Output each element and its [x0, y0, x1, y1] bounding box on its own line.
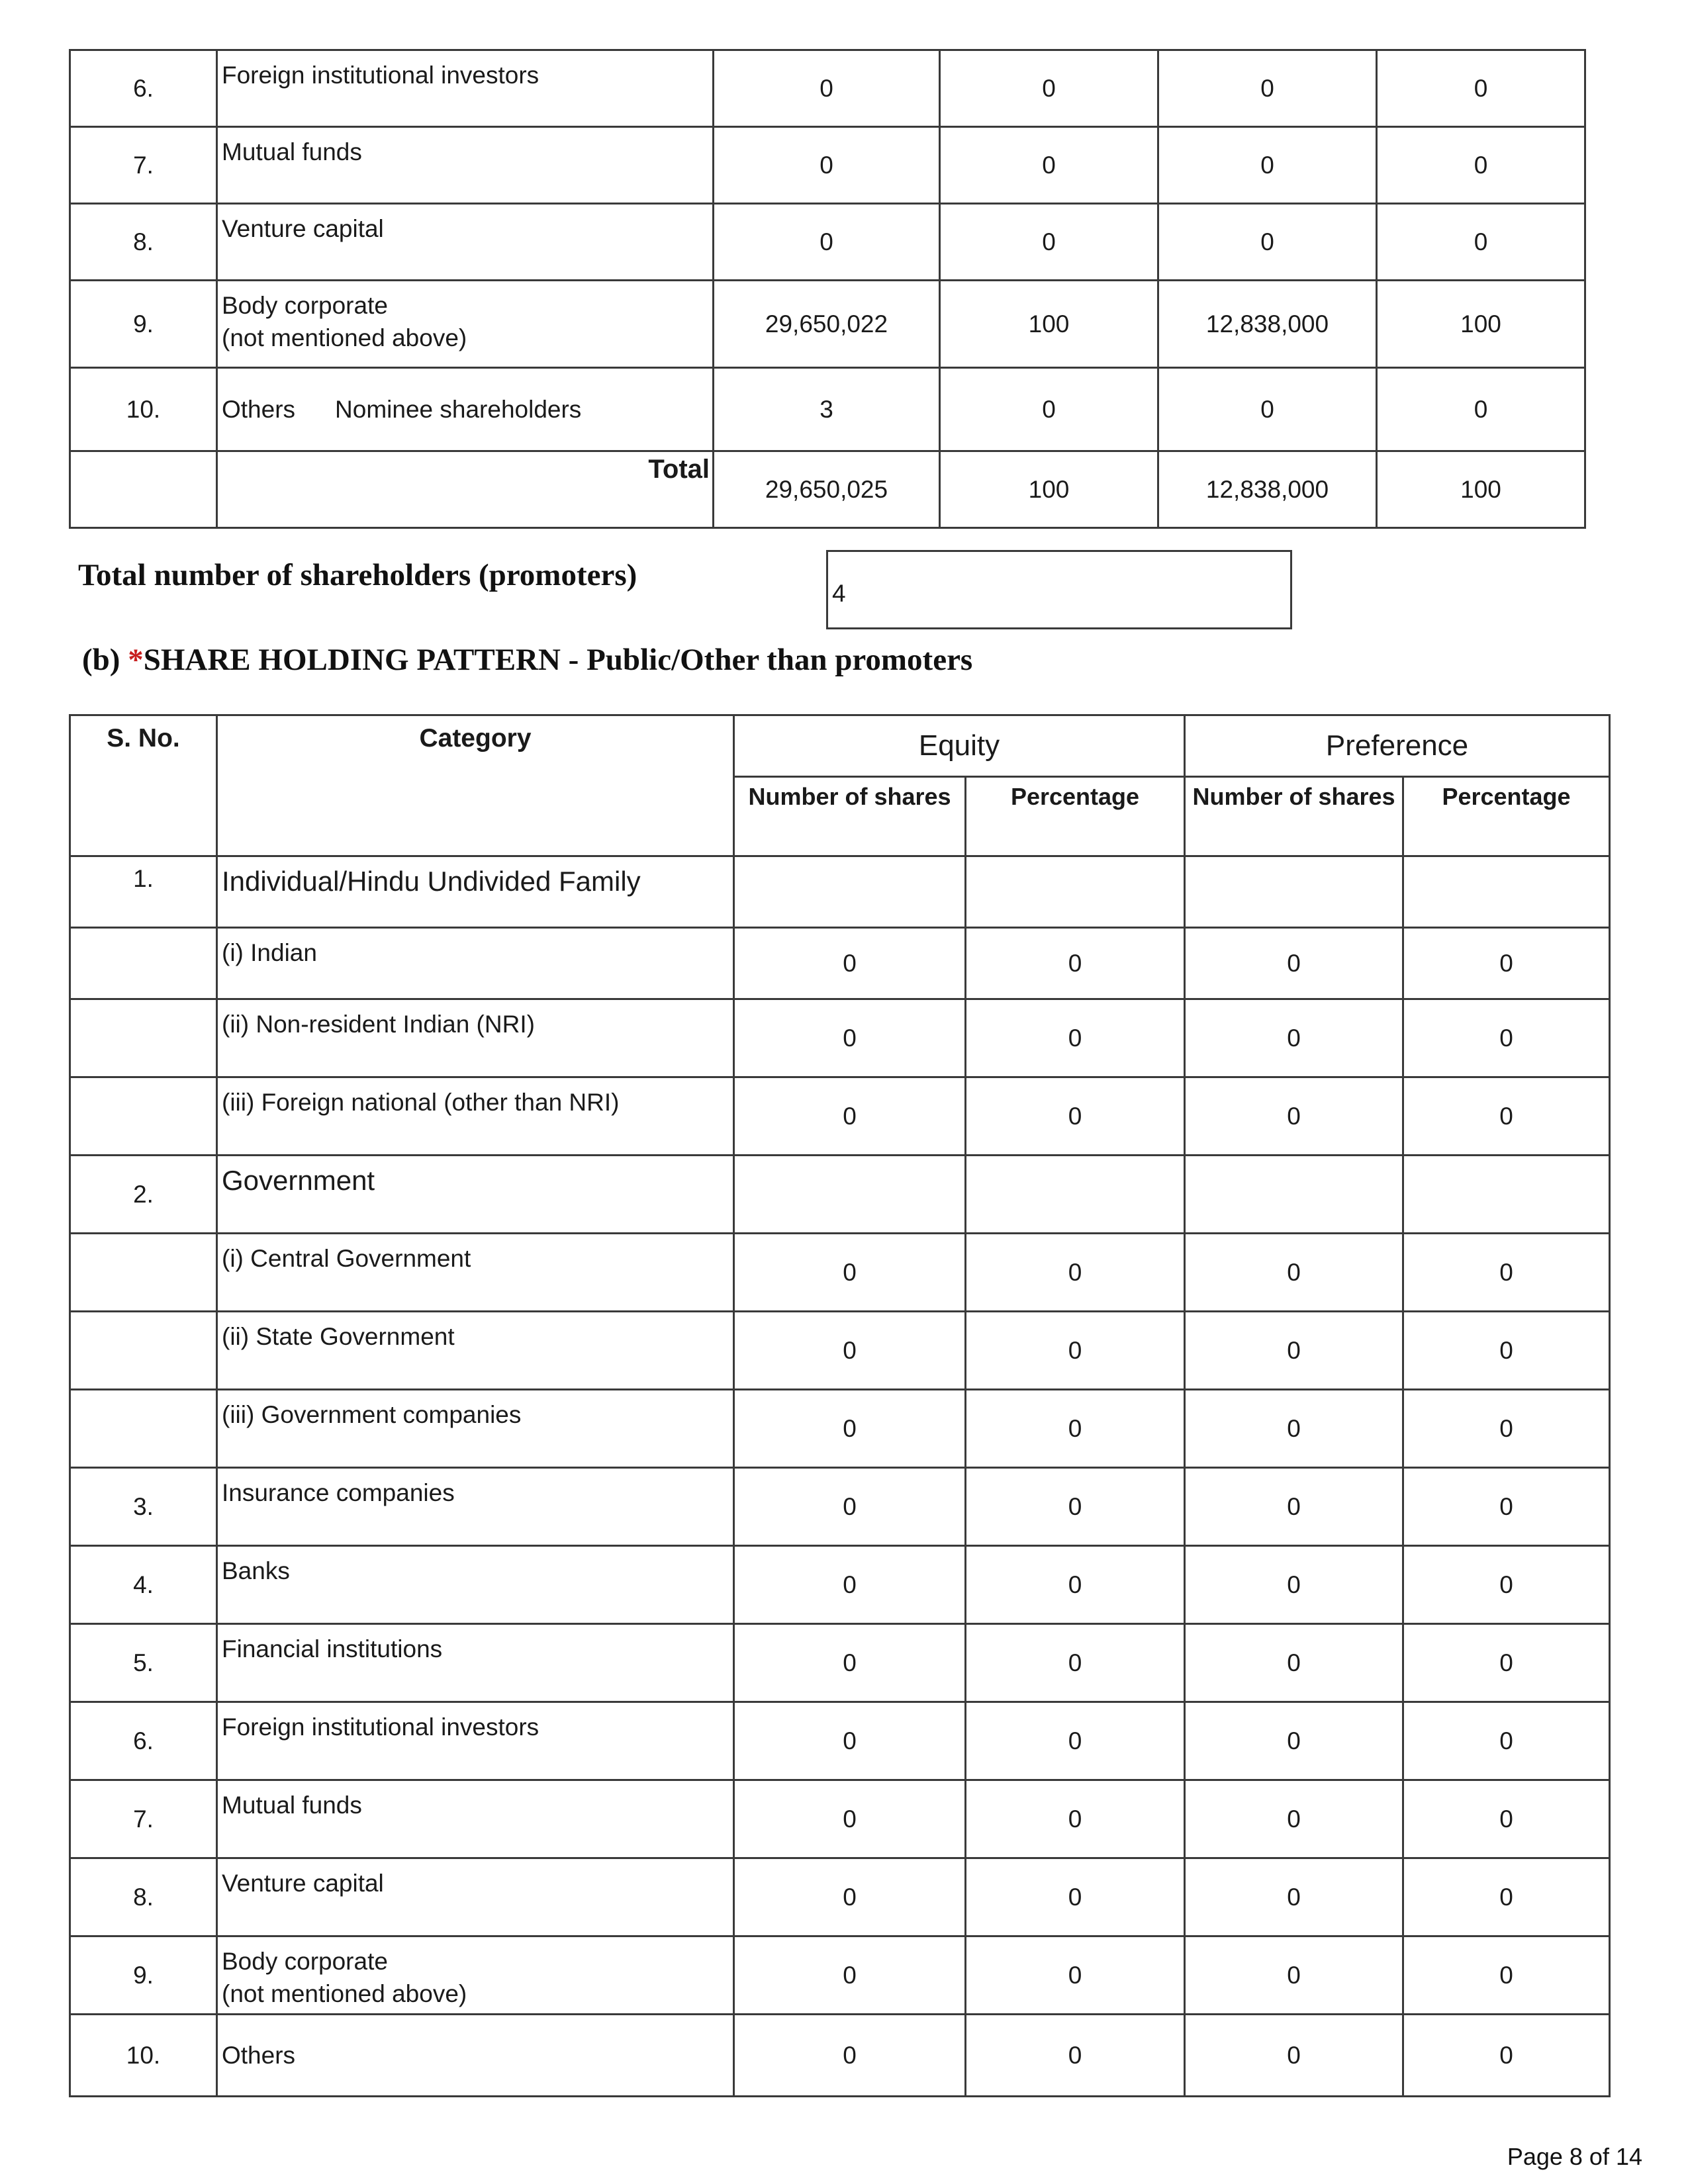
sno-cell: 3.	[70, 1468, 217, 1546]
table-row	[70, 1077, 1610, 1156]
equity-shares-cell: 0	[734, 1468, 966, 1546]
category-cell: Banks	[217, 1546, 734, 1624]
preference-shares-total: 12,838,000	[1158, 451, 1377, 528]
equity-percentage-cell: 0	[966, 1702, 1185, 1780]
equity-percentage-cell: 0	[940, 127, 1158, 204]
category-cell: Foreign institutional investors	[217, 1702, 734, 1780]
sno-cell	[70, 451, 217, 528]
sno-cell: 5.	[70, 1624, 217, 1702]
category-cell: Others	[217, 2015, 734, 2097]
equity-percentage-cell: 0	[966, 1936, 1185, 2015]
total-label: Total	[217, 451, 714, 528]
equity-percentage-cell	[966, 856, 1185, 928]
category-cell	[217, 368, 714, 451]
equity-shares-cell: 0	[714, 50, 940, 127]
equity-percentage-cell: 0	[966, 1390, 1185, 1468]
equity-percentage-cell: 0	[966, 1234, 1185, 1312]
preference-percentage-cell: 0	[1403, 1546, 1610, 1624]
sno-cell: 1.	[70, 856, 217, 928]
category-cell: Individual/Hindu Undivided Family	[217, 856, 734, 928]
preference-percentage-cell: 0	[1403, 2015, 1610, 2097]
preference-percentage-cell: 0	[1403, 999, 1610, 1077]
table-row	[70, 1390, 1610, 1468]
equity-percentage-cell: 0	[966, 928, 1185, 999]
sno-header: S. No.	[70, 715, 217, 856]
equity-shares-cell: 0	[714, 204, 940, 281]
page-number: Page 8 of 14	[1507, 2143, 1642, 2170]
preference-num-shares-header: Number of shares	[1185, 777, 1403, 856]
sno-cell: 9.	[70, 1936, 217, 2015]
category-cell: Foreign institutional investors	[217, 50, 714, 127]
table-row	[70, 999, 1610, 1077]
table-row	[70, 928, 1610, 999]
total-row	[70, 451, 1585, 528]
table-row	[70, 1858, 1610, 1936]
sno-cell: 10.	[70, 2015, 217, 2097]
sno-cell: 10.	[70, 368, 217, 451]
sno-cell	[70, 1390, 217, 1468]
equity-percentage-total: 100	[940, 451, 1158, 528]
equity-shares-cell: 0	[734, 1780, 966, 1858]
sno-cell: 7.	[70, 1780, 217, 1858]
preference-shares-cell: 12,838,000	[1158, 281, 1377, 368]
section-title: SHARE HOLDING PATTERN - Public/Other than promoters	[143, 643, 973, 677]
preference-shares-cell: 0	[1158, 204, 1377, 281]
preference-shares-cell: 0	[1185, 1390, 1403, 1468]
preference-percentage-cell	[1403, 1156, 1610, 1234]
sno-cell: 2.	[70, 1156, 217, 1234]
table-row	[70, 127, 1585, 204]
table-row	[70, 204, 1585, 281]
preference-percentage-cell: 0	[1403, 1624, 1610, 1702]
table-row	[70, 50, 1585, 127]
equity-shares-cell: 0	[734, 1234, 966, 1312]
preference-shares-cell	[1185, 1156, 1403, 1234]
table-row	[70, 856, 1610, 928]
equity-shares-cell: 0	[734, 999, 966, 1077]
category-cell: Mutual funds	[217, 1780, 734, 1858]
sno-cell: 8.	[70, 1858, 217, 1936]
preference-percentage-header: Percentage	[1403, 777, 1610, 856]
equity-shares-cell: 0	[734, 1077, 966, 1156]
table-row	[70, 1234, 1610, 1312]
sno-cell	[70, 1077, 217, 1156]
preference-percentage-total: 100	[1377, 451, 1585, 528]
preference-shares-cell: 0	[1158, 368, 1377, 451]
equity-percentage-cell: 100	[940, 281, 1158, 368]
total-shareholders-field[interactable]: 4	[826, 550, 1292, 629]
sno-cell: 4.	[70, 1546, 217, 1624]
table-row	[70, 1702, 1610, 1780]
category-cell: (iii) Foreign national (other than NRI)	[217, 1077, 734, 1156]
category-cell: Venture capital	[217, 1858, 734, 1936]
preference-percentage-cell: 0	[1403, 1077, 1610, 1156]
table-row	[70, 1546, 1610, 1624]
category-cell: Venture capital	[217, 204, 714, 281]
preference-shares-cell: 0	[1185, 1936, 1403, 2015]
sno-cell: 9.	[70, 281, 217, 368]
equity-percentage-cell	[966, 1156, 1185, 1234]
header-row	[70, 715, 1610, 777]
preference-shares-cell: 0	[1185, 1858, 1403, 1936]
preference-percentage-cell: 0	[1403, 1234, 1610, 1312]
preference-percentage-cell: 0	[1403, 1780, 1610, 1858]
table-row	[70, 281, 1585, 368]
equity-shares-cell: 0	[734, 928, 966, 999]
equity-percentage-cell: 0	[966, 1858, 1185, 1936]
promoters-shareholding-table	[69, 49, 1586, 529]
table-row	[70, 1936, 1610, 2015]
preference-percentage-cell: 0	[1377, 127, 1585, 204]
category-cell: Insurance companies	[217, 1468, 734, 1546]
preference-shares-cell: 0	[1185, 1780, 1403, 1858]
preference-percentage-cell: 0	[1403, 1702, 1610, 1780]
equity-percentage-cell: 0	[940, 50, 1158, 127]
equity-shares-cell: 0	[734, 1312, 966, 1390]
equity-shares-cell: 29,650,022	[714, 281, 940, 368]
category-cell: (ii) State Government	[217, 1312, 734, 1390]
preference-shares-cell: 0	[1185, 1624, 1403, 1702]
section-heading	[82, 642, 972, 678]
sno-cell	[70, 1234, 217, 1312]
equity-num-shares-header: Number of shares	[734, 777, 966, 856]
equity-header: Equity	[734, 715, 1185, 777]
preference-header: Preference	[1185, 715, 1610, 777]
equity-percentage-cell: 0	[966, 1546, 1185, 1624]
preference-percentage-cell: 0	[1403, 1468, 1610, 1546]
preference-percentage-cell: 0	[1403, 1858, 1610, 1936]
equity-shares-cell: 0	[734, 1624, 966, 1702]
preference-percentage-cell: 0	[1377, 204, 1585, 281]
total-shareholders-label: Total number of shareholders (promoters)	[78, 558, 637, 592]
required-asterisk: *	[128, 643, 144, 677]
category-detail: Nominee shareholders	[335, 396, 582, 423]
equity-shares-cell: 0	[734, 1390, 966, 1468]
equity-shares-cell: 0	[734, 1702, 966, 1780]
category-header: Category	[217, 715, 734, 856]
preference-shares-cell: 0	[1185, 928, 1403, 999]
table-row	[70, 1156, 1610, 1234]
equity-percentage-cell: 0	[966, 1077, 1185, 1156]
equity-shares-cell: 3	[714, 368, 940, 451]
equity-percentage-cell: 0	[966, 999, 1185, 1077]
equity-shares-total: 29,650,025	[714, 451, 940, 528]
category-cell	[217, 281, 714, 368]
category-line: Body corporate	[222, 292, 388, 319]
equity-shares-cell: 0	[734, 1936, 966, 2015]
category-line: Body corporate	[222, 1948, 388, 1975]
equity-shares-cell	[734, 1156, 966, 1234]
equity-shares-cell: 0	[714, 127, 940, 204]
preference-shares-cell: 0	[1185, 999, 1403, 1077]
table-row	[70, 1468, 1610, 1546]
equity-percentage-cell: 0	[966, 1780, 1185, 1858]
equity-percentage-header: Percentage	[966, 777, 1185, 856]
category-line: (not mentioned above)	[222, 1980, 467, 2007]
category-cell: Financial institutions	[217, 1624, 734, 1702]
preference-shares-cell: 0	[1185, 1702, 1403, 1780]
sno-cell: 6.	[70, 50, 217, 127]
category-cell: (i) Central Government	[217, 1234, 734, 1312]
sno-cell	[70, 1312, 217, 1390]
preference-percentage-cell: 0	[1403, 1390, 1610, 1468]
preference-percentage-cell: 0	[1377, 50, 1585, 127]
sno-cell	[70, 999, 217, 1077]
section-prefix: (b)	[82, 643, 128, 677]
preference-shares-cell: 0	[1185, 1468, 1403, 1546]
preference-percentage-cell: 0	[1377, 368, 1585, 451]
category-cell: (ii) Non-resident Indian (NRI)	[217, 999, 734, 1077]
equity-percentage-cell: 0	[966, 1624, 1185, 1702]
preference-shares-cell: 0	[1158, 127, 1377, 204]
equity-percentage-cell: 0	[966, 1312, 1185, 1390]
preference-shares-cell: 0	[1185, 1312, 1403, 1390]
category-cell: Government	[217, 1156, 734, 1234]
category-label: Others	[222, 396, 296, 423]
table-row	[70, 1624, 1610, 1702]
preference-percentage-cell: 0	[1403, 928, 1610, 999]
category-cell: (iii) Government companies	[217, 1390, 734, 1468]
table-row	[70, 368, 1585, 451]
preference-shares-cell: 0	[1158, 50, 1377, 127]
preference-shares-cell	[1185, 856, 1403, 928]
equity-percentage-cell: 0	[966, 1468, 1185, 1546]
sno-cell: 8.	[70, 204, 217, 281]
table-row	[70, 1312, 1610, 1390]
preference-shares-cell: 0	[1185, 1077, 1403, 1156]
category-cell	[217, 1936, 734, 2015]
category-cell: Mutual funds	[217, 127, 714, 204]
equity-shares-cell: 0	[734, 1858, 966, 1936]
sno-cell: 6.	[70, 1702, 217, 1780]
preference-percentage-cell	[1403, 856, 1610, 928]
equity-percentage-cell: 0	[966, 2015, 1185, 2097]
equity-percentage-cell: 0	[940, 204, 1158, 281]
sno-cell: 7.	[70, 127, 217, 204]
equity-shares-cell	[734, 856, 966, 928]
table-row	[70, 1780, 1610, 1858]
category-line: (not mentioned above)	[222, 324, 467, 351]
preference-shares-cell: 0	[1185, 2015, 1403, 2097]
preference-percentage-cell: 100	[1377, 281, 1585, 368]
public-shareholding-table	[69, 714, 1611, 2097]
preference-percentage-cell: 0	[1403, 1312, 1610, 1390]
equity-shares-cell: 0	[734, 2015, 966, 2097]
equity-percentage-cell: 0	[940, 368, 1158, 451]
preference-shares-cell: 0	[1185, 1234, 1403, 1312]
preference-shares-cell: 0	[1185, 1546, 1403, 1624]
category-cell: (i) Indian	[217, 928, 734, 999]
table-row	[70, 2015, 1610, 2097]
preference-percentage-cell: 0	[1403, 1936, 1610, 2015]
equity-shares-cell: 0	[734, 1546, 966, 1624]
sno-cell	[70, 928, 217, 999]
